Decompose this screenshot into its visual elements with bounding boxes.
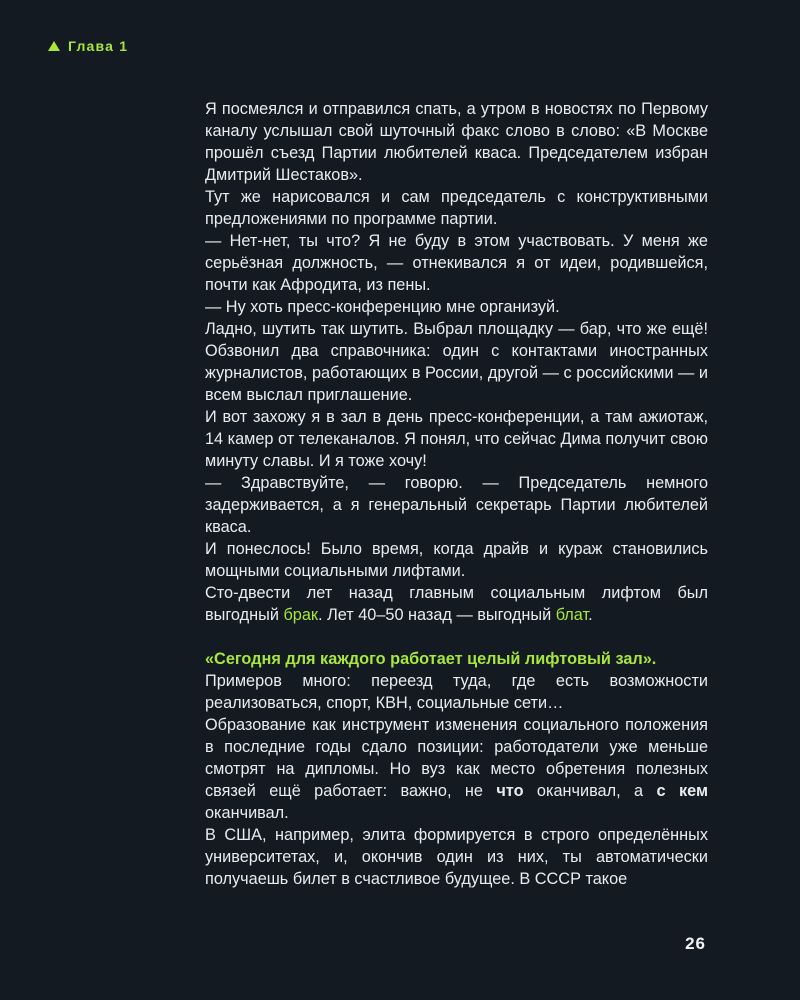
- paragraph-gap: [205, 626, 708, 648]
- paragraph-lifts: [205, 582, 708, 626]
- bold-word: что: [496, 782, 524, 800]
- paragraph: Ладно, шутить так шутить. Выбрал площадку — бар, что же ещё! Обзвонил два справочника: один с контактами иностранных журналистов, работающих в России, другой — с российскими — и всем выслал приглашение.: [205, 320, 708, 404]
- pull-quote: «Сегодня для каждого работает целый лифтовый зал».: [205, 650, 657, 668]
- page-number: 26: [685, 934, 706, 953]
- triangle-up-icon: [48, 41, 60, 51]
- text-segment: Образование как инструмент изменения социального положения в последние годы сдало позиции: работодатели уже меньше смотрят на дипломы. Но вуз как место обретения полезных связей ещё работает: важно, не: [205, 716, 708, 800]
- body-text: [205, 98, 708, 890]
- paragraph: Тут же нарисовался и сам председатель с конструктивными предложениями по программе партии.: [205, 188, 708, 228]
- paragraph: Примеров много: переезд туда, где есть возможности реализоваться, спорт, КВН, социальные сети…: [205, 672, 708, 712]
- paragraph-education: [205, 714, 708, 824]
- link-blat[interactable]: блат: [555, 606, 589, 624]
- text-segment: оканчивал, а: [523, 782, 657, 800]
- text-segment: .: [588, 606, 593, 624]
- chapter-header: [48, 38, 128, 54]
- paragraph: Я посмеялся и отправился спать, а утром в новостях по Первому каналу услышал свой шуточный факс слово в слово: «В Москве прошёл съезд Партии любителей кваса. Председателем избран Дмитрий Шестаков».: [205, 100, 708, 184]
- paragraph: В США, например, элита формируется в строго определённых университетах, и, окончив один из них, ты автоматически получаешь билет в счастливое будущее. В СССР такое: [205, 826, 708, 888]
- text-segment: Сто-двести лет назад главным социальным лифтом был выгодный: [205, 584, 708, 624]
- paragraph: — Ну хоть пресс-конференцию мне организуй.: [205, 298, 560, 316]
- text-segment: оканчивал.: [205, 804, 289, 822]
- bold-word: с кем: [656, 782, 708, 800]
- chapter-label: Глава 1: [68, 38, 129, 54]
- paragraph: — Здравствуйте, — говорю. — Председатель немного задерживается, а я генеральный секретарь Партии любителей кваса.: [205, 474, 708, 536]
- paragraph: — Нет-нет, ты что? Я не буду в этом участвовать. У меня же серьёзная должность, — отнекивался я от идеи, родившейся, почти как Афродита, из пены.: [205, 232, 708, 294]
- link-brak[interactable]: брак: [283, 606, 319, 624]
- paragraph: И вот захожу я в зал в день пресс-конференции, а там ажиотаж, 14 камер от телеканалов. Я понял, что сейчас Дима получит свою минуту славы. И я тоже хочу!: [205, 408, 708, 470]
- paragraph: И понеслось! Было время, когда драйв и кураж становились мощными социальными лифтами.: [205, 540, 708, 580]
- text-segment: . Лет 40–50 назад — выгодный: [318, 606, 556, 624]
